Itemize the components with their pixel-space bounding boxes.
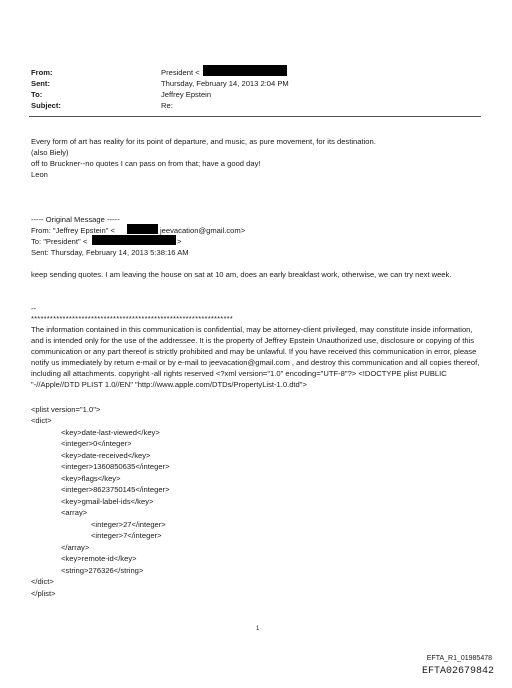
original-to-prefix: To: "President" < bbox=[31, 237, 88, 246]
xml-line: <key>date-last-viewed</key> bbox=[61, 428, 160, 437]
redaction-box bbox=[203, 65, 287, 76]
xml-line: <integer>7</integer> bbox=[91, 531, 162, 540]
from-value: President < bbox=[161, 68, 200, 77]
from-label: From: bbox=[31, 68, 53, 77]
body-line-1: Every form of art has reality for its point of departure, and music, as pure movement, for its destination. bbox=[31, 137, 376, 146]
xml-line: <key>flags</key> bbox=[61, 474, 121, 483]
redaction-box bbox=[92, 235, 176, 245]
original-sent: Sent: Thursday, February 14, 2013 5:38:16 AM bbox=[31, 248, 189, 257]
original-from-suffix: jeevacation@gmail.com> bbox=[160, 226, 246, 235]
signature: Leon bbox=[31, 170, 48, 179]
sent-value: Thursday, February 14, 2013 2:04 PM bbox=[161, 79, 289, 88]
disclaimer-text: The information contained in this communication is confidential, may be attorney-client privileged, may constitute inside information, and is intended only for the use of the addressee. It is the property of Jeffrey Epstein Unauthorized use, disclosure or copying of this communication or any part thereof is strictly prohibited and may be unlawful. If you have received this communication in error, please notify us immediately by return e-mail or by e-mail to jeevacation@gmail.com , and destroy this communication and all copies thereof, including all attachments. copyright -all rights reserved <?xml version="1.0" encoding="UTF-8"?> <!DOCTYPE plist PUBLIC "-//Apple//DTD PLIST 1.0//EN" "http://www.apple.com/DTDs/PropertyList-1.0.dtd"> bbox=[31, 325, 480, 389]
separator-stars: **************************************************************** bbox=[31, 314, 233, 323]
original-to-suffix: > bbox=[177, 237, 182, 246]
footer-reference-1: EFTA_R1_01985478 bbox=[426, 655, 492, 662]
body-line-2: (also Biely) bbox=[31, 148, 69, 157]
header-divider bbox=[29, 116, 481, 117]
sent-label: Sent: bbox=[31, 79, 50, 88]
xml-line: <integer>0</integer> bbox=[61, 439, 132, 448]
xml-line: <array> bbox=[61, 508, 88, 517]
xml-line: </dict> bbox=[31, 577, 54, 586]
to-value: Jeffrey Epstein bbox=[161, 90, 212, 99]
xml-line: <string>276326</string> bbox=[61, 566, 144, 575]
xml-line: <key>date-received</key> bbox=[61, 451, 151, 460]
xml-line: <key>remote-id</key> bbox=[61, 554, 137, 563]
redaction-box bbox=[127, 224, 158, 234]
xml-line: <plist version="1.0"> bbox=[31, 405, 101, 414]
page-number: 1 bbox=[256, 626, 260, 632]
xml-line: </array> bbox=[61, 543, 90, 552]
original-from-prefix: From: "Jeffrey Epstein" < bbox=[31, 226, 115, 235]
original-message: keep sending quotes. I am leaving the house on sat at 10 am, does an early breakfast work, otherwise, we can try next week. bbox=[31, 270, 452, 279]
xml-line: <dict> bbox=[31, 416, 52, 425]
original-divider: ----- Original Message ----- bbox=[31, 215, 120, 224]
xml-line: <integer>1360850635</integer> bbox=[61, 462, 170, 471]
subject-label: Subject: bbox=[31, 101, 61, 110]
to-label: To: bbox=[31, 90, 43, 99]
footer-reference-2: EFTA02679842 bbox=[421, 666, 494, 677]
body-line-3: off to Bruckner--no quotes I can pass on from that; have a good day! bbox=[31, 159, 261, 168]
xml-line: <key>gmail-label-ids</key> bbox=[61, 497, 154, 506]
dashes: -- bbox=[31, 304, 37, 313]
xml-line: </plist> bbox=[31, 589, 56, 598]
subject-value: Re: bbox=[161, 101, 173, 110]
xml-line: <integer>8623750145</integer> bbox=[61, 485, 170, 494]
xml-line: <integer>27</integer> bbox=[91, 520, 166, 529]
